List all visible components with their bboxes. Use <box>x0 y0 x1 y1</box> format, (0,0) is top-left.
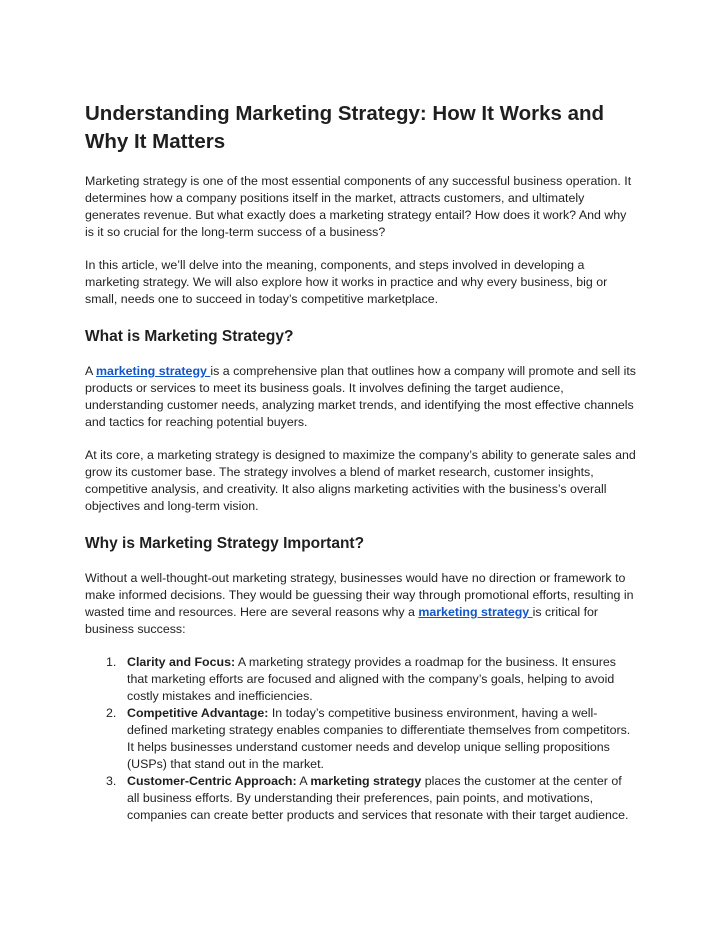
list-number: 3. <box>106 774 117 788</box>
list-item <box>85 773 637 824</box>
document-page <box>85 100 637 824</box>
list-item <box>85 705 637 773</box>
list-item-text: In today’s competitive business environment, having a well-defined marketing strategy enables companies to differentiate themselves from competitors. It helps businesses understand customer needs and develop unique selling propositions (USPs) that stand out in the market. <box>127 706 631 771</box>
section1-paragraph-1 <box>85 363 637 431</box>
list-item-title: Customer-Centric Approach: <box>127 774 297 788</box>
list-item <box>85 654 637 705</box>
section-heading-what-is: What is Marketing Strategy? <box>85 328 294 345</box>
section1-paragraph-2: At its core, a marketing strategy is designed to maximize the company’s ability to generate sales and grow its customer base. The strategy involves a blend of market research, customer insights, competitive analysis, and creativity. It also aligns marketing activities with the business’s overall objectives and long-term vision. <box>85 448 636 513</box>
list-number: 1. <box>106 655 117 669</box>
list-item-title: Clarity and Focus: <box>127 655 236 669</box>
section1-p1-pre: A <box>85 364 97 378</box>
article-title: Understanding Marketing Strategy: How It Works and Why It Matters <box>85 102 605 153</box>
list-item-bold-term: marketing strategy <box>310 774 422 788</box>
section2-paragraph-1 <box>85 570 637 638</box>
section2-p1-pre: Without a well-thought-out marketing strategy, businesses would have no direction or framework to make informed decisions. They would be guessing their way through promotional efforts, resulting in wasted time and resources. Here are several reasons why a <box>85 571 634 619</box>
intro-paragraph-2: In this article, we’ll delve into the meaning, components, and steps involved in developing a marketing strategy. We will also explore how it works in practice and why every business, big or small, needs one to succeed in today’s competitive marketplace. <box>85 258 608 306</box>
list-number: 2. <box>106 706 117 720</box>
section1-p1-post: is a comprehensive plan that outlines how a company will promote and sell its products or services to meet its business goals. It involves defining the target audience, understanding customer needs, analyzing market trends, and identifying the most effective channels and tactics for reaching potential buyers. <box>85 364 636 429</box>
list-item-text: A <box>296 774 311 788</box>
section2-p1-post: is critical for business success: <box>85 605 599 636</box>
list-item-text: places the customer at the center of all business efforts. By understanding their preferences, pain points, and motivations, companies can create better products and services that resonate with their target audience. <box>127 774 629 822</box>
section-heading-why-important: Why is Marketing Strategy Important? <box>85 535 365 552</box>
marketing-strategy-link[interactable]: marketing strategy <box>418 605 533 619</box>
intro-paragraph-1: Marketing strategy is one of the most essential components of any successful business operation. It determines how a company positions itself in the market, attracts customers, and ultimately generates revenue. But what exactly does a marketing strategy entail? How does it work? And why is it so crucial for the long-term success of a business? <box>85 174 632 239</box>
list-item-title: Competitive Advantage: <box>127 706 269 720</box>
marketing-strategy-link[interactable]: marketing strategy <box>96 364 211 378</box>
reasons-list <box>85 654 637 824</box>
list-item-text: A marketing strategy provides a roadmap for the business. It ensures that marketing efforts are focused and aligned with the company’s goals, helping to avoid costly mistakes and inefficiencies. <box>127 655 616 703</box>
